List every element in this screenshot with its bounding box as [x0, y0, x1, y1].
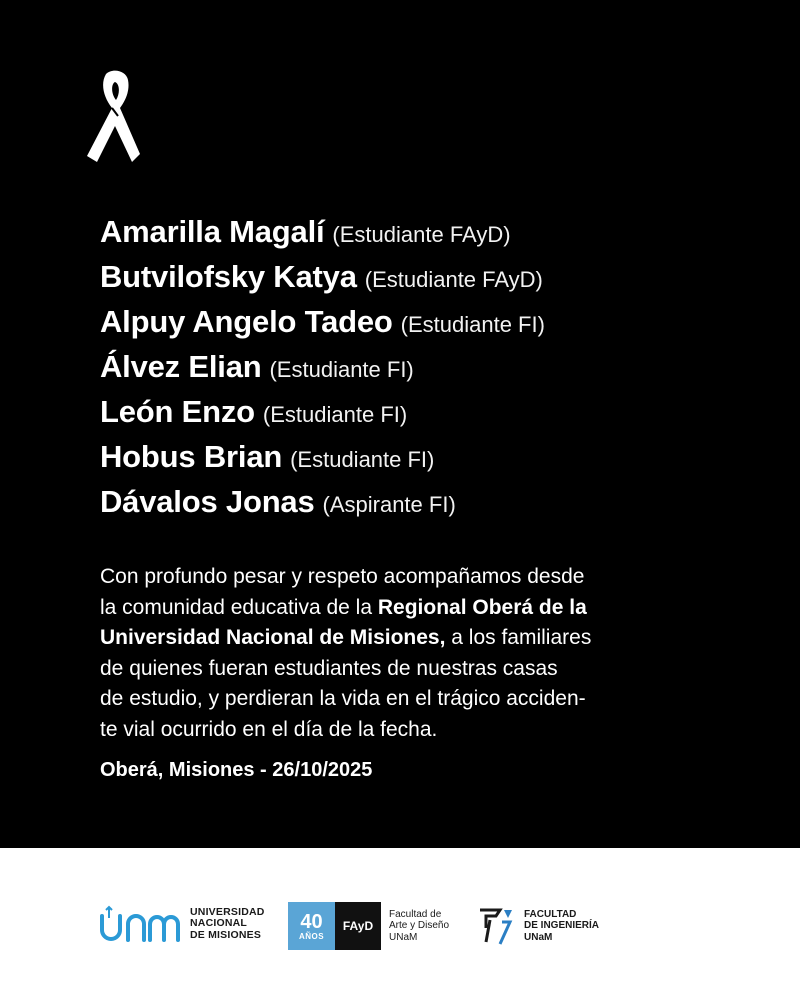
mourning-ribbon-icon: [82, 70, 148, 164]
fayd-name-line: Facultad de: [389, 908, 442, 920]
list-item: [100, 434, 545, 479]
person-role: (Estudiante FI): [269, 357, 414, 382]
unam-name-line: DE MISIONES: [190, 928, 262, 941]
fayd-name-line: Arte y Diseño: [389, 920, 450, 932]
unam-logo-icon: [98, 904, 180, 944]
fi-name: [524, 909, 599, 944]
list-item: [100, 299, 545, 344]
message-line: de quienes fueran estudiantes de nuestras casas: [100, 656, 558, 680]
person-role: (Estudiante FI): [400, 312, 545, 337]
fayd-badge: FAyD: [335, 902, 381, 950]
message-line: Con profundo pesar y respeto acompañamos desde: [100, 565, 585, 588]
fi-name-line: FACULTAD: [524, 908, 577, 920]
list-item: [100, 479, 545, 524]
person-role: (Estudiante FAyD): [332, 222, 511, 247]
unam-name-line: UNIVERSIDAD: [190, 905, 265, 918]
footer-logos: [0, 848, 800, 1000]
person-role: (Aspirante FI): [322, 492, 456, 517]
fayd-logo: [288, 902, 449, 950]
list-item: [100, 344, 545, 389]
fi-name-line: DE INGENIERÍA: [524, 920, 600, 932]
fi-logo: [478, 906, 599, 946]
person-name: León Enzo: [100, 394, 255, 429]
list-item: [100, 209, 545, 254]
message-line: te vial ocurrido en el día de la fecha.: [100, 717, 438, 741]
message-emphasis: Universidad Nacional de Misiones,: [100, 626, 446, 649]
person-name: Hobus Brian: [100, 439, 283, 474]
person-name: Álvez Elian: [100, 349, 262, 384]
fi-name-line: UNaM: [524, 931, 553, 943]
unam-logo: [98, 904, 265, 944]
anniversary-number: 40: [300, 910, 323, 933]
unam-name-line: NACIONAL: [190, 917, 248, 930]
fi-logo-icon: [478, 906, 514, 946]
anniversary-years: AÑOS: [298, 931, 325, 941]
person-name: Butvilofsky Katya: [100, 259, 357, 294]
place-date: Oberá, Misiones - 26/10/2025: [100, 759, 373, 781]
anniversary-badge: [288, 902, 335, 950]
fayd-name: [389, 909, 449, 944]
condolence-message: [100, 562, 690, 745]
message-line: [100, 593, 690, 624]
message-text: a los familiares: [445, 626, 592, 649]
message-line: [100, 623, 690, 654]
message-text: la comunidad educativa de la: [100, 595, 378, 619]
fayd-name-line: UNaM: [389, 931, 418, 943]
person-name: Alpuy Angelo Tadeo: [100, 304, 393, 339]
unam-name: [190, 907, 265, 942]
message-emphasis: Regional Oberá de la: [377, 595, 587, 619]
person-name: Dávalos Jonas: [100, 484, 315, 519]
list-item: [100, 389, 545, 434]
person-role: (Estudiante FAyD): [364, 267, 543, 292]
message-line: de estudio, y perdieran la vida en el trágico acciden-: [100, 687, 586, 710]
names-list: [100, 209, 545, 524]
list-item: [100, 254, 545, 299]
person-role: (Estudiante FI): [262, 402, 408, 427]
person-role: (Estudiante FI): [290, 447, 435, 472]
person-name: Amarilla Magalí: [100, 214, 325, 249]
